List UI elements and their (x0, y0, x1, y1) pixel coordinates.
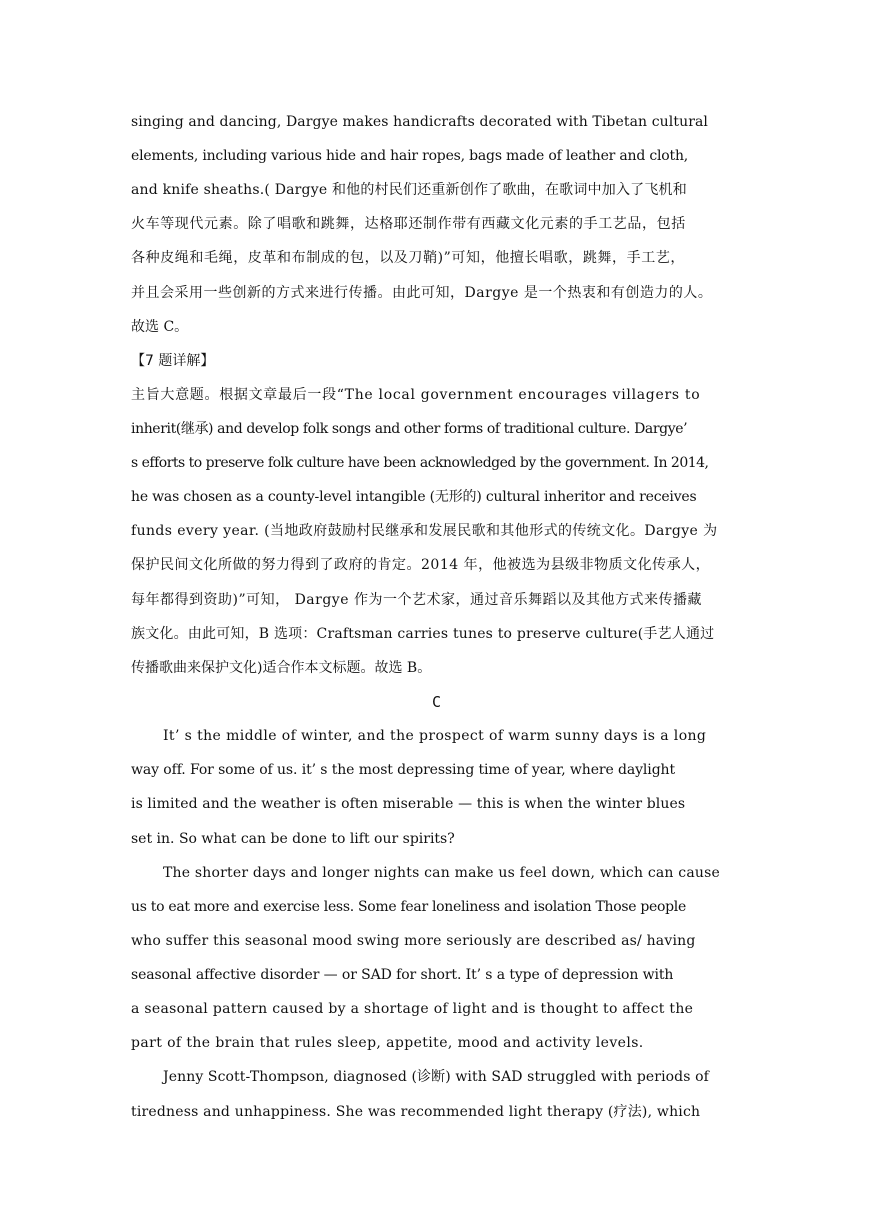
text-line: singing and dancing, Dargye makes handicrafts decorated with Tibetan cultural (131, 114, 709, 130)
text-line: s efforts to preserve folk culture have been acknowledged by the government. In 2014, (131, 455, 709, 471)
text-line: way off. For some of us. it’ s the most depressing time of year, where daylight (131, 762, 675, 778)
text-line: It’ s the middle of winter, and the prospect of warm sunny days is a long (163, 728, 707, 744)
text-line: he was chosen as a county-level intangible (无形的) cultural inheritor and receives (131, 489, 697, 505)
text-line: 保护民间文化所做的努力得到了政府的肯定。2014 年，他被选为县级非物质文化传承人， (131, 557, 711, 573)
text-line: elements, including various hide and hair ropes, bags made of leather and cloth, (131, 148, 689, 164)
text-line: 故选 C。 (131, 319, 189, 335)
text-line: funds every year. (当地政府鼓励村民继承和发展民歌和其他形式的传统文化。Dargye 为 (131, 523, 718, 539)
text-line: 族文化。由此可知，B 选项：Craftsman carries tunes to preserve culture(手艺人通过 (131, 626, 715, 642)
text-line: tiredness and unhappiness. She was recommended light therapy (疗法), which (131, 1104, 701, 1120)
text-line: who suffer this seasonal mood swing more seriously are described as/ having (131, 933, 696, 949)
text-line: 每年都得到资助)”可知， Dargye 作为一个艺术家，通过音乐舞蹈以及其他方式来传播藏 (131, 592, 702, 608)
text-line: us to eat more and exercise less. Some fear loneliness and isolation Those people (131, 899, 686, 915)
text-line: seasonal affective disorder — or SAD for short. It’ s a type of depression with (131, 967, 674, 983)
text-line: inherit(继承) and develop folk songs and other forms of traditional culture. Dargye’ (131, 421, 688, 437)
section-title: C (431, 693, 438, 711)
text-line: 各种皮绳和毛绳，皮革和布制成的包，以及刀鞘)”可知，他擅长唱歌，跳舞，手工艺， (131, 250, 686, 266)
text-line: 并且会采用一些创新的方式来进行传播。由此可知，Dargye 是一个热衷和有创造力的人。 (131, 285, 713, 301)
text-line: 主旨大意题。根据文章最后一段“The local government encourages villagers to (131, 387, 701, 403)
text-line: a seasonal pattern caused by a shortage of light and is thought to affect the (131, 1001, 694, 1017)
text-line: 传播歌曲来保护文化)适合作本文标题。故选 B。 (131, 660, 432, 676)
text-line: 火车等现代元素。除了唱歌和跳舞，达格耶还制作带有西藏文化元素的手工艺品，包括 (131, 216, 686, 232)
section-heading: 【7 题详解】 (131, 353, 215, 369)
text-line: and knife sheaths.( Dargye 和他的村民们还重新创作了歌曲，在歌词中加入了飞机和 (131, 182, 687, 198)
text-line: Jenny Scott-Thompson, diagnosed (诊断) with SAD struggled with periods of (163, 1069, 709, 1085)
text-line: set in. So what can be done to lift our spirits? (131, 831, 455, 847)
text-line: is limited and the weather is often miserable — this is when the winter blues (131, 796, 686, 812)
text-line: The shorter days and longer nights can make us feel down, which can cause (163, 865, 720, 881)
text-line: part of the brain that rules sleep, appetite, mood and activity levels. (131, 1035, 644, 1051)
